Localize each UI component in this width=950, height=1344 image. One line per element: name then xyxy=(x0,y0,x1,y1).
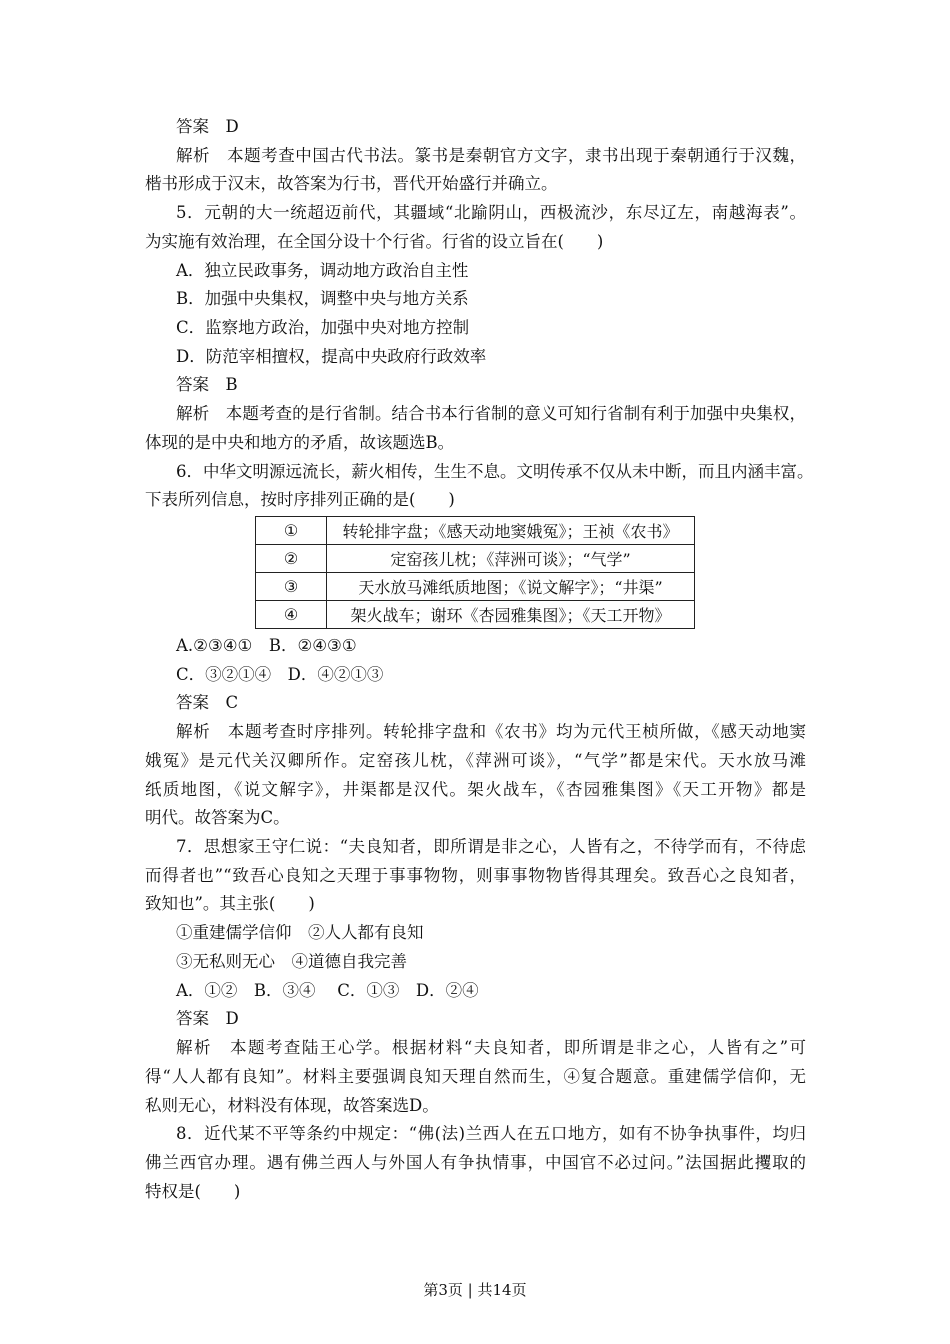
table-row xyxy=(256,517,695,545)
text-line: ③无私则无心 ④道德自我完善 xyxy=(176,951,407,971)
row-number: ③ xyxy=(256,573,327,601)
table-row xyxy=(256,601,695,629)
text-line: 而得者也”“致吾心良知之天理于事事物物，则事事物物皆得其理矣。致吾心之良知者， xyxy=(145,865,806,885)
text-line: A.②③④① B．②④③① xyxy=(176,636,357,655)
text-line: D．防范宰相擅权，提高中央政府行政效率 xyxy=(176,346,487,366)
row-content: 天水放马滩纸质地图；《说文解字》；“井渠” xyxy=(327,573,695,601)
table-row xyxy=(256,545,695,573)
text-line: 8．近代某不平等条约中规定：“佛(法)兰西人在五口地方，如有不协争执事件，均归 xyxy=(176,1124,806,1144)
text-line: 致知也”。其主张( ) xyxy=(145,894,315,914)
text-line: 佛兰西官办理。遇有佛兰西人与外国人有争执情事，中国官不必过问。”法国据此攫取的 xyxy=(145,1152,806,1172)
text-line: 5．元朝的大一统超迈前代，其疆域“北踰阴山，西极流沙，东尽辽左，南越海表”。 xyxy=(176,203,806,223)
text-line: 下表所列信息，按时序排列正确的是( ) xyxy=(145,490,455,510)
text-line: 7．思想家王守仁说：“夫良知者，即所谓是非之心，人皆有之，不待学而有，不待虑 xyxy=(176,837,806,857)
text-line: 答案 B xyxy=(176,375,238,395)
text-line: 私则无心，材料没有体现，故答案选D。 xyxy=(145,1095,439,1115)
text-line: 得“人人都有良知”。材料主要强调良知天理自然而生，④复合题意。重建儒学信仰，无 xyxy=(145,1066,806,1086)
text-line: B．加强中央集权，调整中央与地方关系 xyxy=(176,289,469,309)
text-line: 纸质地图，《说文解字》，井渠都是汉代。架火战车，《杏园雅集图》《天工开物》都是 xyxy=(145,779,806,799)
page-footer: 第3页 | 共14页 xyxy=(423,1281,527,1299)
text-line: 答案 C xyxy=(176,693,239,713)
row-number: ④ xyxy=(256,601,327,629)
row-content: 转轮排字盘；《感天动地窦娥冤》；王祯《农书》 xyxy=(327,517,695,545)
text-line: 体现的是中央和地方的矛盾，故该题选B。 xyxy=(145,432,455,452)
text-line: 为实施有效治理，在全国分设十个行省。行省的设立旨在( ) xyxy=(145,231,604,251)
text-line: C．监察地方政治，加强中央对地方控制 xyxy=(176,318,470,338)
timeline-table xyxy=(255,516,695,629)
row-content: 定窑孩儿枕；《萍洲可谈》；“气学” xyxy=(327,545,695,573)
text-line: 答案 D xyxy=(176,117,239,136)
text-line: 特权是( ) xyxy=(145,1181,241,1201)
text-line: 解析 本题考查的是行省制。结合书本行省制的意义可知行省制有利于加强中央集权， xyxy=(176,404,806,424)
text-line: 解析 本题考查陆王心学。根据材料“夫良知者，即所谓是非之心，人皆有之”可 xyxy=(176,1038,806,1058)
text-line: ①重建儒学信仰 ②人人都有良知 xyxy=(176,923,424,943)
row-content: 架火战车；谢环《杏园雅集图》；《天工开物》 xyxy=(327,601,695,629)
row-number: ① xyxy=(256,517,327,545)
text-line: 娥冤》是元代关汉卿所作。定窑孩儿枕，《萍洲可谈》，“气学”都是宋代。天水放马滩 xyxy=(145,750,806,770)
text-line: 明代。故答案为C。 xyxy=(145,808,290,828)
text-line: 楷书形成于汉末，故答案为行书，晋代开始盛行并确立。 xyxy=(145,174,558,194)
text-line: 解析 本题考查中国古代书法。篆书是秦朝官方文字，隶书出现于秦朝通行于汉魏， xyxy=(176,145,806,165)
text-line: 解析 本题考查时序排列。转轮排字盘和《农书》均为元代王桢所做，《感天动地窦 xyxy=(176,722,806,742)
text-line: A．独立民政事务，调动地方政治自主性 xyxy=(176,260,469,280)
text-line: C．③②①④ D．④②①③ xyxy=(176,664,384,684)
table-row xyxy=(256,573,695,601)
text-line: A．①② B．③④ C．①③ D．②④ xyxy=(176,980,479,1000)
row-number: ② xyxy=(256,545,327,573)
text-line: 答案 D xyxy=(176,1009,239,1029)
text-line: 6．中华文明源远流长，薪火相传，生生不息。文明传承不仅从未中断，而且内涵丰富。 xyxy=(176,461,814,481)
